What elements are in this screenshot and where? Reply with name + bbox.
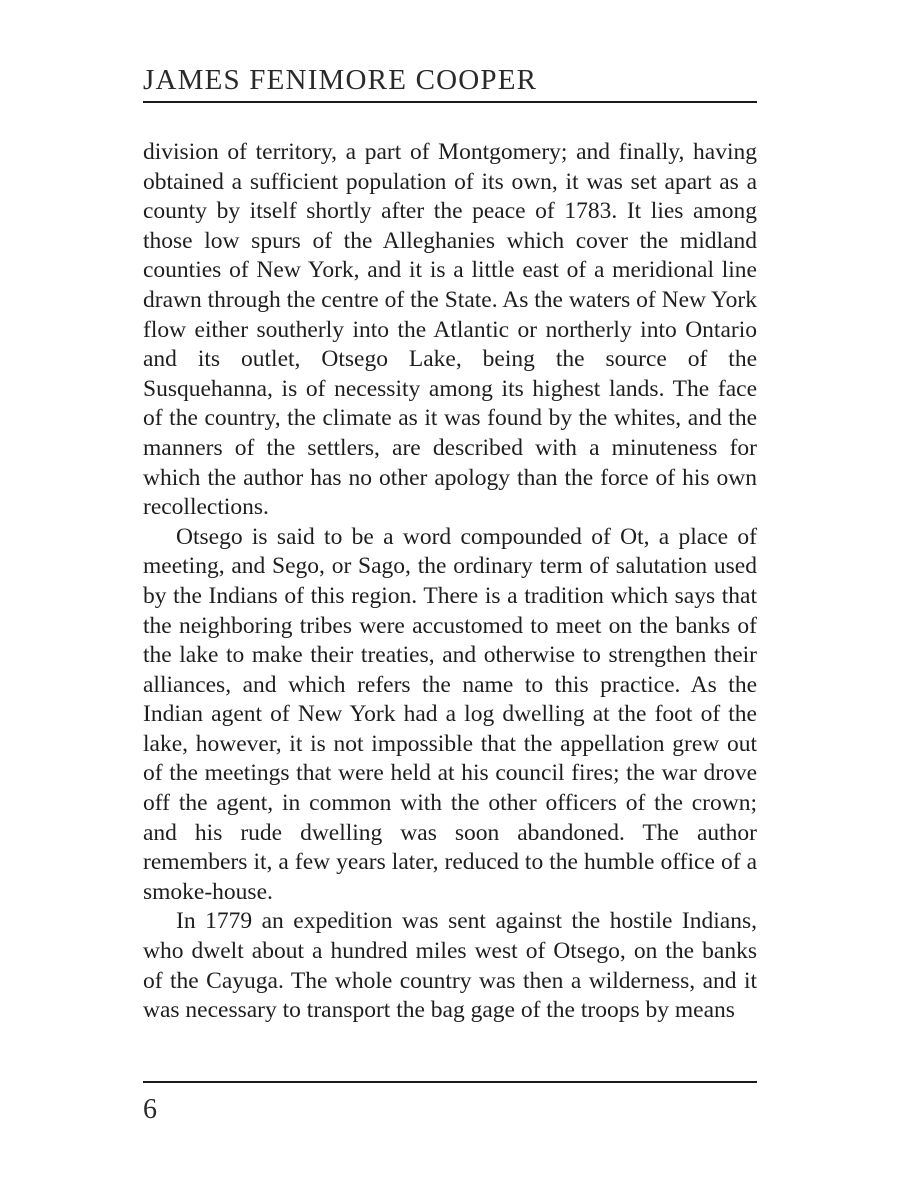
running-head-title: JAMES FENIMORE COOPER — [143, 64, 538, 96]
footer-rule — [143, 1081, 757, 1083]
paragraph-2: Otsego is said to be a word compounded of Ot, a place of meeting, and Sego, or Sago, the ordinary term of salutation used by the Indians of this region. There is a tradition which says that the neighboring tribes were accustomed to meet on the banks of the lake to make their treaties, and otherwise to strengthen their alliances, and which refers the name to this practice. As the Indian agent of New York had a log dwelling at the foot of the lake, however, it is not impossible that the appellation grew out of the meetings that were held at his council fires; the war drove off the agent, in common with the other officers of the crown; and his rude dwelling was soon abandoned. The author remembers it, a few years later, reduced to the humble office of a smoke-house. — [143, 523, 757, 905]
paragraph-3: In 1779 an expedition was sent against the hostile Indians, who dwelt about a hundred miles west of Otsego, on the banks of the Cayuga. The whole country was then a wilderness, and it was necessary to transport the bag gage of the troops by means — [143, 908, 757, 1024]
header-rule — [143, 101, 757, 103]
body-text — [143, 138, 757, 1026]
page-number: 6 — [143, 1094, 157, 1125]
paragraph-1: division of territory, a part of Montgomery; and finally, having obtained a sufficient population of its own, it was set apart as a county by itself shortly after the peace of 1783. It lies among those low spurs of the Alleghanies which cover the midland counties of New York, and it is a little east of a meridional line drawn through the centre of the State. As the waters of New York flow either southerly into the Atlantic or northerly into Ontario and its outlet, Otsego Lake, being the source of the Susquehanna, is of necessity among its highest lands. The face of the country, the climate as it was found by the whites, and the manners of the settlers, are described with a minuteness for which the author has no other apology than the force of his own recollections. — [143, 139, 757, 521]
